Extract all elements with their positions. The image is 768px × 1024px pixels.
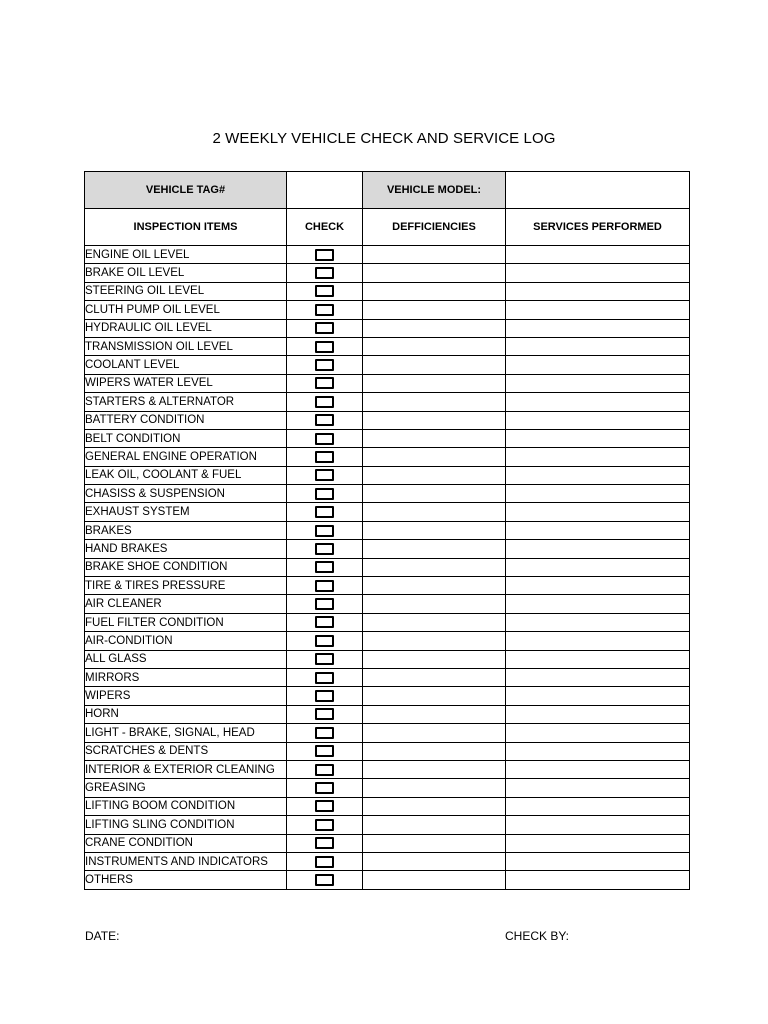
- table-row: [85, 356, 690, 374]
- services-performed-cell[interactable]: [506, 448, 690, 466]
- column-header-deficiencies: DEFFICIENCIES: [363, 209, 506, 246]
- checkbox[interactable]: [315, 782, 334, 794]
- table-row: [85, 834, 690, 852]
- deficiencies-cell[interactable]: [363, 356, 506, 374]
- services-performed-cell[interactable]: [506, 282, 690, 300]
- check-cell: [287, 301, 363, 319]
- check-cell: [287, 448, 363, 466]
- services-performed-cell[interactable]: [506, 816, 690, 834]
- services-performed-cell[interactable]: [506, 466, 690, 484]
- checkbox[interactable]: [315, 359, 334, 371]
- checkbox[interactable]: [315, 690, 334, 702]
- checkbox[interactable]: [315, 285, 334, 297]
- checkbox[interactable]: [315, 800, 334, 812]
- checkbox[interactable]: [315, 304, 334, 316]
- column-header-services-performed: SERVICES PERFORMED: [506, 209, 690, 246]
- table-row: [85, 374, 690, 392]
- inspection-item-label: WIPERS WATER LEVEL: [85, 374, 287, 392]
- table-row: [85, 246, 690, 264]
- services-performed-cell[interactable]: [506, 485, 690, 503]
- check-cell: [287, 724, 363, 742]
- inspection-item-label: BATTERY CONDITION: [85, 411, 287, 429]
- table-row: [85, 319, 690, 337]
- services-performed-cell[interactable]: [506, 595, 690, 613]
- check-cell: [287, 246, 363, 264]
- services-performed-cell[interactable]: [506, 705, 690, 723]
- column-header-inspection-items: INSPECTION ITEMS: [85, 209, 287, 246]
- check-cell: [287, 264, 363, 282]
- checkbox[interactable]: [315, 561, 334, 573]
- check-cell: [287, 632, 363, 650]
- checkbox[interactable]: [315, 837, 334, 849]
- checkbox[interactable]: [315, 764, 334, 776]
- services-performed-cell[interactable]: [506, 871, 690, 889]
- deficiencies-cell[interactable]: [363, 282, 506, 300]
- services-performed-cell[interactable]: [506, 521, 690, 539]
- table-row: [85, 650, 690, 668]
- deficiencies-cell[interactable]: [363, 852, 506, 870]
- check-cell: [287, 540, 363, 558]
- inspection-item-label: CLUTH PUMP OIL LEVEL: [85, 301, 287, 319]
- table-row: [85, 393, 690, 411]
- deficiencies-cell[interactable]: [363, 246, 506, 264]
- deficiencies-cell[interactable]: [363, 742, 506, 760]
- checkbox[interactable]: [315, 506, 334, 518]
- table-row: [85, 429, 690, 447]
- table-row: [85, 687, 690, 705]
- table-row: [85, 595, 690, 613]
- check-cell: [287, 466, 363, 484]
- check-cell: [287, 356, 363, 374]
- table-row: [85, 797, 690, 815]
- inspection-item-label: AIR-CONDITION: [85, 632, 287, 650]
- deficiencies-cell[interactable]: [363, 668, 506, 686]
- check-cell: [287, 577, 363, 595]
- inspection-item-label: EXHAUST SYSTEM: [85, 503, 287, 521]
- deficiencies-cell[interactable]: [363, 540, 506, 558]
- inspection-item-label: COOLANT LEVEL: [85, 356, 287, 374]
- vehicle-info-row: [85, 172, 690, 209]
- table-row: [85, 503, 690, 521]
- deficiencies-cell[interactable]: [363, 687, 506, 705]
- deficiencies-cell[interactable]: [363, 595, 506, 613]
- check-cell: [287, 485, 363, 503]
- check-by-label: CHECK BY:: [505, 929, 570, 943]
- inspection-item-label: BELT CONDITION: [85, 429, 287, 447]
- check-cell: [287, 521, 363, 539]
- deficiencies-cell[interactable]: [363, 760, 506, 778]
- table-row: [85, 742, 690, 760]
- deficiencies-cell[interactable]: [363, 301, 506, 319]
- check-cell: [287, 779, 363, 797]
- deficiencies-cell[interactable]: [363, 466, 506, 484]
- check-cell: [287, 411, 363, 429]
- services-performed-cell[interactable]: [506, 246, 690, 264]
- table-row: [85, 705, 690, 723]
- inspection-item-label: HORN: [85, 705, 287, 723]
- table-row: [85, 668, 690, 686]
- check-cell: [287, 650, 363, 668]
- checkbox[interactable]: [315, 653, 334, 665]
- deficiencies-cell[interactable]: [363, 503, 506, 521]
- services-performed-cell[interactable]: [506, 742, 690, 760]
- services-performed-cell[interactable]: [506, 797, 690, 815]
- services-performed-cell[interactable]: [506, 632, 690, 650]
- checkbox[interactable]: [315, 414, 334, 426]
- inspection-item-label: LIFTING SLING CONDITION: [85, 816, 287, 834]
- deficiencies-cell[interactable]: [363, 816, 506, 834]
- table-row: [85, 411, 690, 429]
- inspection-item-label: GREASING: [85, 779, 287, 797]
- checkbox[interactable]: [315, 874, 334, 886]
- services-performed-cell[interactable]: [506, 356, 690, 374]
- inspection-item-label: CRANE CONDITION: [85, 834, 287, 852]
- check-cell: [287, 687, 363, 705]
- table-row: [85, 760, 690, 778]
- deficiencies-cell[interactable]: [363, 374, 506, 392]
- checkbox[interactable]: [315, 598, 334, 610]
- services-performed-cell[interactable]: [506, 264, 690, 282]
- deficiencies-cell[interactable]: [363, 650, 506, 668]
- table-row: [85, 724, 690, 742]
- inspection-item-label: GENERAL ENGINE OPERATION: [85, 448, 287, 466]
- services-performed-cell[interactable]: [506, 393, 690, 411]
- checkbox[interactable]: [315, 819, 334, 831]
- deficiencies-cell[interactable]: [363, 724, 506, 742]
- inspection-item-label: ENGINE OIL LEVEL: [85, 246, 287, 264]
- inspection-item-label: INTERIOR & EXTERIOR CLEANING: [85, 760, 287, 778]
- check-cell: [287, 393, 363, 411]
- deficiencies-cell[interactable]: [363, 558, 506, 576]
- table-row: [85, 337, 690, 355]
- services-performed-cell[interactable]: [506, 613, 690, 631]
- check-cell: [287, 797, 363, 815]
- services-performed-cell[interactable]: [506, 852, 690, 870]
- services-performed-cell[interactable]: [506, 687, 690, 705]
- checkbox[interactable]: [315, 708, 334, 720]
- inspection-item-label: BRAKES: [85, 521, 287, 539]
- check-cell: [287, 429, 363, 447]
- table-row: [85, 448, 690, 466]
- inspection-item-label: INSTRUMENTS AND INDICATORS: [85, 852, 287, 870]
- check-cell: [287, 374, 363, 392]
- checkbox[interactable]: [315, 451, 334, 463]
- table-row: [85, 264, 690, 282]
- deficiencies-cell[interactable]: [363, 521, 506, 539]
- deficiencies-cell[interactable]: [363, 797, 506, 815]
- check-cell: [287, 282, 363, 300]
- deficiencies-cell[interactable]: [363, 264, 506, 282]
- table-row: [85, 632, 690, 650]
- check-cell: [287, 595, 363, 613]
- deficiencies-cell[interactable]: [363, 577, 506, 595]
- deficiencies-cell[interactable]: [363, 871, 506, 889]
- services-performed-cell[interactable]: [506, 668, 690, 686]
- checkbox[interactable]: [315, 672, 334, 684]
- services-performed-cell[interactable]: [506, 540, 690, 558]
- checkbox[interactable]: [315, 856, 334, 868]
- check-cell: [287, 613, 363, 631]
- services-performed-cell[interactable]: [506, 429, 690, 447]
- table-row: [85, 301, 690, 319]
- inspection-item-label: BRAKE OIL LEVEL: [85, 264, 287, 282]
- inspection-item-label: LIGHT - BRAKE, SIGNAL, HEAD: [85, 724, 287, 742]
- check-cell: [287, 834, 363, 852]
- inspection-item-label: OTHERS: [85, 871, 287, 889]
- inspection-item-label: AIR CLEANER: [85, 595, 287, 613]
- inspection-item-label: TRANSMISSION OIL LEVEL: [85, 337, 287, 355]
- services-performed-cell[interactable]: [506, 503, 690, 521]
- checkbox[interactable]: [315, 580, 334, 592]
- services-performed-cell[interactable]: [506, 411, 690, 429]
- table-row: [85, 779, 690, 797]
- checkbox[interactable]: [315, 488, 334, 500]
- deficiencies-cell[interactable]: [363, 448, 506, 466]
- inspection-item-label: STEERING OIL LEVEL: [85, 282, 287, 300]
- checkbox[interactable]: [315, 322, 334, 334]
- checkbox[interactable]: [315, 396, 334, 408]
- check-cell: [287, 871, 363, 889]
- checkbox[interactable]: [315, 377, 334, 389]
- checkbox[interactable]: [315, 249, 334, 261]
- inspection-item-label: FUEL FILTER CONDITION: [85, 613, 287, 631]
- deficiencies-cell[interactable]: [363, 779, 506, 797]
- table-row: [85, 485, 690, 503]
- deficiencies-cell[interactable]: [363, 319, 506, 337]
- deficiencies-cell[interactable]: [363, 613, 506, 631]
- inspection-item-label: SCRATCHES & DENTS: [85, 742, 287, 760]
- checkbox[interactable]: [315, 635, 334, 647]
- date-label: DATE:: [85, 929, 120, 943]
- inspection-item-label: ALL GLASS: [85, 650, 287, 668]
- checkbox[interactable]: [315, 433, 334, 445]
- table-row: [85, 852, 690, 870]
- services-performed-cell[interactable]: [506, 319, 690, 337]
- table-row: [85, 613, 690, 631]
- checkbox[interactable]: [315, 267, 334, 279]
- inspection-item-label: HAND BRAKES: [85, 540, 287, 558]
- services-performed-cell[interactable]: [506, 760, 690, 778]
- table-row: [85, 577, 690, 595]
- table-row: [85, 540, 690, 558]
- checkbox[interactable]: [315, 469, 334, 481]
- deficiencies-cell[interactable]: [363, 632, 506, 650]
- deficiencies-cell[interactable]: [363, 393, 506, 411]
- vehicle-check-table: [84, 171, 690, 890]
- inspection-item-label: HYDRAULIC OIL LEVEL: [85, 319, 287, 337]
- inspection-item-label: WIPERS: [85, 687, 287, 705]
- vehicle-model-field[interactable]: [506, 172, 690, 209]
- deficiencies-cell[interactable]: [363, 485, 506, 503]
- check-cell: [287, 852, 363, 870]
- document-title: 2 WEEKLY VEHICLE CHECK AND SERVICE LOG: [212, 130, 556, 147]
- inspection-item-label: LEAK OIL, COOLANT & FUEL: [85, 466, 287, 484]
- services-performed-cell[interactable]: [506, 577, 690, 595]
- inspection-item-label: TIRE & TIRES PRESSURE: [85, 577, 287, 595]
- checkbox[interactable]: [315, 525, 334, 537]
- checkbox[interactable]: [315, 727, 334, 739]
- inspection-item-label: CHASISS & SUSPENSION: [85, 485, 287, 503]
- check-cell: [287, 319, 363, 337]
- check-cell: [287, 705, 363, 723]
- checkbox[interactable]: [315, 616, 334, 628]
- table-row: [85, 521, 690, 539]
- services-performed-cell[interactable]: [506, 374, 690, 392]
- deficiencies-cell[interactable]: [363, 429, 506, 447]
- vehicle-model-label: VEHICLE MODEL:: [363, 172, 506, 209]
- services-performed-cell[interactable]: [506, 724, 690, 742]
- services-performed-cell[interactable]: [506, 779, 690, 797]
- services-performed-cell[interactable]: [506, 337, 690, 355]
- checkbox[interactable]: [315, 745, 334, 757]
- services-performed-cell[interactable]: [506, 558, 690, 576]
- vehicle-tag-field[interactable]: [287, 172, 363, 209]
- deficiencies-cell[interactable]: [363, 705, 506, 723]
- table-row: [85, 871, 690, 889]
- deficiencies-cell[interactable]: [363, 411, 506, 429]
- column-header-check: CHECK: [287, 209, 363, 246]
- deficiencies-cell[interactable]: [363, 834, 506, 852]
- check-cell: [287, 816, 363, 834]
- check-cell: [287, 760, 363, 778]
- checkbox[interactable]: [315, 341, 334, 353]
- check-cell: [287, 668, 363, 686]
- table-row: [85, 816, 690, 834]
- services-performed-cell[interactable]: [506, 650, 690, 668]
- table-row: [85, 466, 690, 484]
- check-cell: [287, 503, 363, 521]
- check-cell: [287, 558, 363, 576]
- inspection-item-label: MIRRORS: [85, 668, 287, 686]
- services-performed-cell[interactable]: [506, 301, 690, 319]
- column-header-row: [85, 209, 690, 246]
- inspection-item-label: STARTERS & ALTERNATOR: [85, 393, 287, 411]
- table-row: [85, 282, 690, 300]
- inspection-item-label: LIFTING BOOM CONDITION: [85, 797, 287, 815]
- services-performed-cell[interactable]: [506, 834, 690, 852]
- inspection-item-label: BRAKE SHOE CONDITION: [85, 558, 287, 576]
- check-cell: [287, 337, 363, 355]
- deficiencies-cell[interactable]: [363, 337, 506, 355]
- table-row: [85, 558, 690, 576]
- check-cell: [287, 742, 363, 760]
- checkbox[interactable]: [315, 543, 334, 555]
- vehicle-tag-label: VEHICLE TAG#: [85, 172, 287, 209]
